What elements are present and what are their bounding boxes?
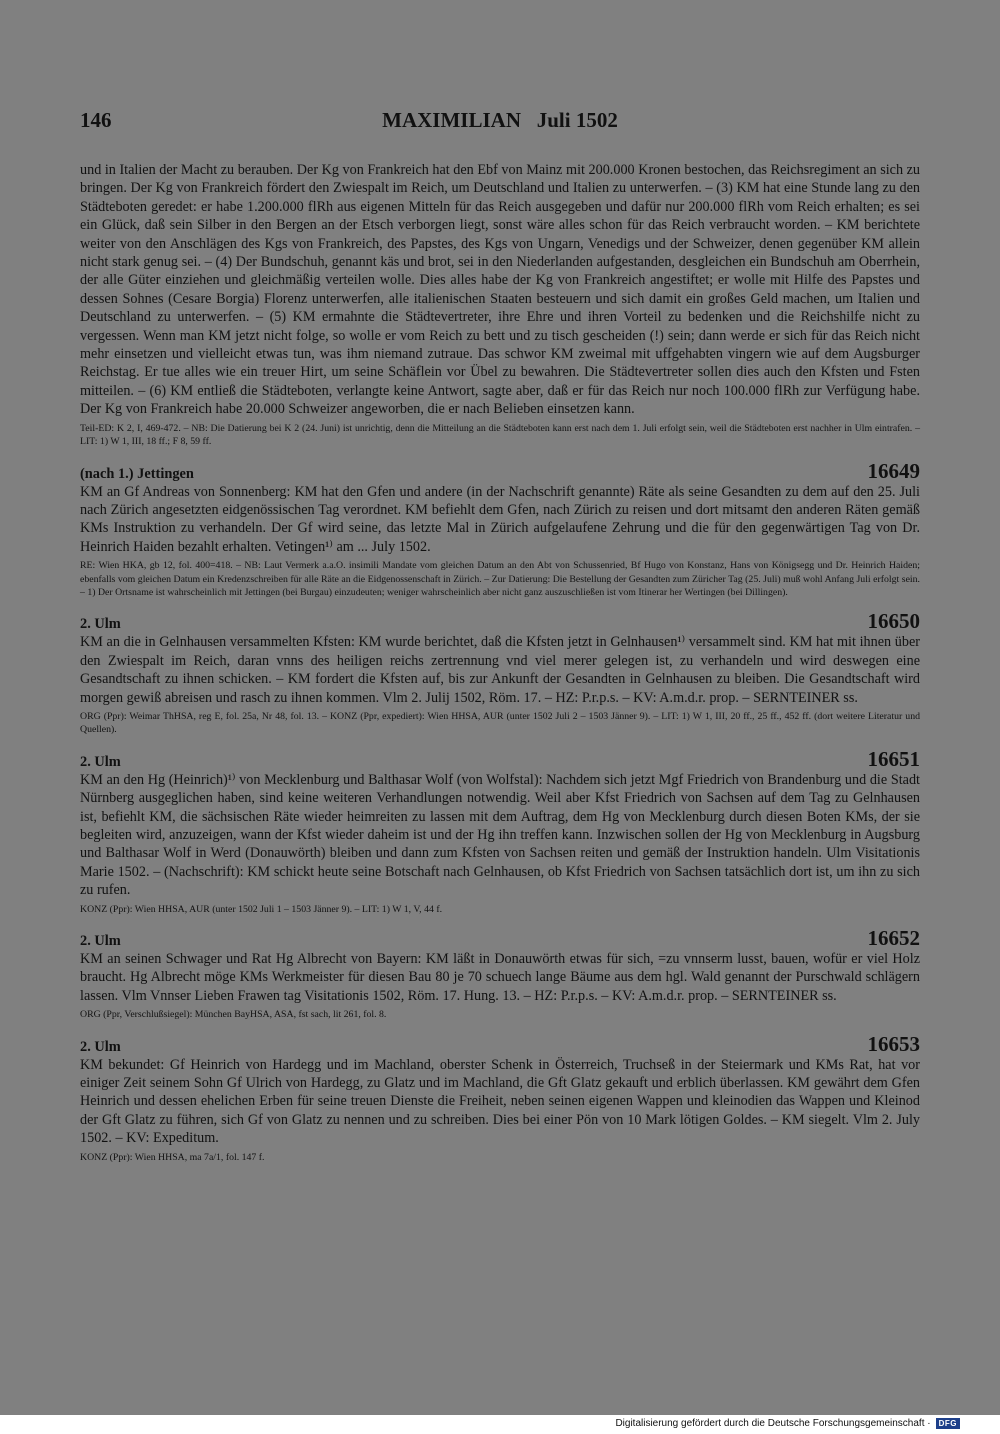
continued-entry-body: und in Italien der Macht zu berauben. Der Kg von Frankreich hat den Ebf von Mainz mit 200.000 Kronen bestochen, das Reichsregiment an sich zu bringen. Der Kg von Frankreich fördert den Zwiespalt im Reich, um Deutschland und Italien zu unterwerfen. – (3) KM hat eine Stunde lang zu den Städteboten geredet: er habe 1.200.000 flRh aus eigenen Mitteln für das Reich ausgegeben und dafür nur 200.000 flRh vom Reich erhalten; es sei ein Glück, daß sein Silber in den Bergen an der Etsch verborgen liegt, sonst wäre alles schon für das Reich verbraucht worden. – KM berichtete weiter von den Anschlägen des Kgs von Frankreich, des Papstes, des Kgs von Ungarn, Venedigs und der Schweizer, denen gegenüber KM allein nicht stark genug sei. – (4) Der Bundschuh, genannt käs und brot, sei in den Niederlanden aufgestanden, desgleichen ein Bundschuh am Oberrhein, der alle Güter einziehen und gleichmäßig verteilen wolle. Dies alles habe der Kg von Frankreich angestiftet; er wolle mit Hilfe des Papstes und dessen Sohnes (Cesare Borgia) Florenz unterwerfen, alle italienischen Staaten besteuern und sich damit ein großes Geld machen, um Italien und Deutschland zu unterwerfen. – (5) KM ermahnte die Städtevertreter, ihre Ehre und ihren Vorteil zu bedenken und die Reichshilfe nicht zu vergessen. Wenn man KM jetzt nicht folge, so wolle er vom Reich zu bett und zu tisch gescheiden (!) sein; dann werde er sich für das Reich nicht mehr einsetzen und vielleicht etwas tun, was ihm niemand zutraue. Das schwor KM zweimal mit uffgehabten vingern wie auf dem Augsburger Reichstag. Er tue alles wie ein treuer Hirt, um seine Schäflein vor Übel zu bewahren. Die Städtevertreter sollen dies auch den Kfsten und Fsten mitteilen. – (6) KM entließ die Städteboten, verlangte keine Antwort, sagte aber, daß er für das Reich nur noch 100.000 flRh zur Verfügung habe. Der Kg von Frankreich habe 20.000 Schweizer angeworben, die er nach Belieben einsetzen kann.: [80, 162, 920, 418]
funding-footer: [615, 1418, 960, 1429]
funding-note: Digitalisierung gefördert durch die Deutsche Forschungsgemeinschaft ·: [615, 1418, 931, 1429]
entry-date: 2. Ulm: [80, 933, 121, 950]
continued-entry-note: Teil-ED: K 2, I, 469-472. – NB: Die Datierung bei K 2 (24. Juni) ist unrichtig, denn die Mitteilung an die Städteboten kann erst nach dem 1. Juli erfolgt sein, weil die Städteboten erst nachher in Ulm eintrafen. – LIT: 1) W 1, III, 18 ff.; F 8, 59 ff.: [80, 422, 920, 448]
entry-note: KONZ (Ppr): Wien HHSA, ma 7a/1, fol. 147 f.: [80, 1151, 265, 1163]
entry-body: KM an Gf Andreas von Sonnenberg: KM hat den Gfen und andere (in der Nachschrift genannte) Räte als seine Gesandten zu dem auf den 25. Juli nach Zürich angesetzten eidgenössischen Tag verordnet. KM befiehlt dem Gfen, nach Zürich zu reisen und dort mitsamt den anderen Räten gemäß KMs Instruktion zu verhandeln. Der Gf wird seine, das letzte Mal in Zürich aufgelaufene Zehrung und die für den gegenwärtigen Tag von Dr. Heinrich Haiden bezahlt erhalten. Vetingen¹⁾ am ... July 1502.: [80, 483, 920, 555]
entry-body: KM an die in Gelnhausen versammelten Kfsten: KM wurde berichtet, daß die Kfsten jetzt in Gelnhausen¹⁾ versammelt sind. KM hat mit ihnen über den Zwiespalt im Reich, daran vnns des heiligen reichs zertrennung vnd viel merer gelegen ist, zu verhandeln und wird deswegen eine Gesandtschaft zu ihnen schicken. – KM fordert die Kfsten auf, bis zur Ankunft der Gesandten in Gelnhausen zu bleiben. Die Gesandtschaft wird morgen gewiß abreisen und rasch zu ihnen kommen. Vlm 2. Julij 1502, Röm. 17. – HZ: P.r.p.s. – KV: A.m.d.r. prop. – SERNTEINER ss.: [80, 634, 920, 706]
entry-head: [80, 610, 920, 633]
entry-head: [80, 1033, 920, 1056]
page-text: [80, 161, 920, 1164]
entry-16653: [80, 1033, 920, 1164]
entry-date: 2. Ulm: [80, 1038, 121, 1055]
entry-16652: [80, 927, 920, 1022]
entry-16651: [80, 748, 920, 916]
entry-16650: [80, 610, 920, 736]
entry-head: [80, 460, 920, 483]
running-title: MAXIMILIAN Juli 1502: [382, 108, 618, 132]
entry-note: ORG (Ppr): Weimar ThHSA, reg E, fol. 25a, Nr 48, fol. 13. – KONZ (Ppr, expediert): Wien HHSA, AUR (unter 1502 Juli 2 – 1503 Jänner 9). – LIT: 1) W 1, III, 20 ff., 25 ff., 452 ff. (dort weitere Literatur und Quellen).: [80, 710, 920, 736]
entry-body: KM an den Hg (Heinrich)¹⁾ von Mecklenburg und Balthasar Wolf (von Wolfstal): Nachdem sich jetzt Mgf Friedrich von Brandenburg und die Stadt Nürnberg ausgeglichen haben, sind keine weiteren Verhandlungen notwendig. Weil aber Kfst Friedrich von Sachsen auf dem Tag zu Gelnhausen ist, befiehlt KM, die sächsischen Räte wieder heimreiten zu lassen mit dem Auftrag, dem Hg von Mecklenburg durch diesen Boten KMs, der sie begleiten wird, anzuzeigen, wann der Kfst wieder daheim ist und der Hg ihn treffen kann. Inzwischen sollen der Hg von Mecklenburg in Augsburg und Balthasar Wolf in Werd (Donauwörth) bleiben und dann zum Kfsten von Sachsen reiten und gemäß der Instruktion handeln. Ulm Visitationis Marie 1502. – (Nachschrift): KM schickt heute seine Botschaft nach Gelnhausen, ob Kfst Friedrich von Sachsen tatsächlich dort ist, um ihn zu sich zu rufen.: [80, 771, 920, 899]
entry-number: 16653: [867, 1031, 920, 1056]
entry-note: KONZ (Ppr): Wien HHSA, AUR (unter 1502 Juli 1 – 1503 Jänner 9). – LIT: 1) W 1, V, 44 f.: [80, 903, 443, 915]
page-header: [80, 108, 920, 138]
entry-body: KM an seinen Schwager und Rat Hg Albrecht von Bayern: KM läßt in Donauwörth etwas für sich, =zu vnnserm lusst, bauen, wofür er viel Holz braucht. Hg Albrecht möge KMs Werkmeister für diesen Bau 80 je 70 schuech lange Bäume aus dem hgl. Wald genannt der Purschwald schlägern lassen. Vlm Vnnser Lieben Frawen tag Visitationis 1502, Röm. 17. Hung. 13. – HZ: P.r.p.s. – KV: A.m.d.r. prop. – SERNTEINER ss.: [80, 951, 920, 1004]
page-number: 146: [80, 108, 112, 132]
entry-date: 2. Ulm: [80, 753, 121, 770]
entry-number: 16650: [867, 609, 920, 634]
entry-note: RE: Wien HKA, gb 12, fol. 400=418. – NB: Laut Vermerk a.a.O. insimili Mandate vom gleichen Datum an den Abt von Schussenried, Bf Hugo von Konstanz, Hans von Königsegg und Dr. Heinrich Haiden; ebenfalls vom gleichen Datum ein Kredenzschreiben für alle Räte an die Eidgenossenschaft in Zürich. – Zur Datierung: Die Bestellung der Gesandten zum Züricher Tag (25. Juli) muß wohl Anfang Juli erfolgt sein. – 1) Der Ortsname ist wahrscheinlich mit Jettingen (bei Burgau) einzudeuten; weniger wahrscheinlich aber nicht ganz auszuschließen ist vom Itinerar her Wertingen (bei Dillingen).: [80, 560, 920, 598]
entry-16649: [80, 460, 920, 600]
entry-head: [80, 748, 920, 771]
entry-date: (nach 1.) Jettingen: [80, 465, 194, 482]
entry-number: 16649: [867, 458, 920, 483]
dfg-logo: DFG: [936, 1418, 960, 1429]
entry-number: 16652: [867, 926, 920, 951]
entry-note: ORG (Ppr, Verschlußsiegel): München BayHSA, ASA, fst sach, lit 261, fol. 8.: [80, 1009, 387, 1021]
entry-date: 2. Ulm: [80, 616, 121, 633]
entry-number: 16651: [867, 746, 920, 771]
entry-head: [80, 927, 920, 950]
entry-body: KM bekundet: Gf Heinrich von Hardegg und im Machland, oberster Schenk in Österreich, Truchseß in der Steiermark und KMs Rat, hat vor einiger Zeit seinem Sohn Gf Ulrich von Hardegg, zu Glatz und im Machland, die Gft Glatz gekauft und erblich überlassen. KM gewährt dem Gfen Heinrich und dessen ehelichen Erben für seine treuen Dienste die Freiheit, neben seinen eigenen Wappen und kleinodien das Wappen und Kleinod der Gft Glatz zu führen, sich Gf von Glatz zu nennen und zu schreiben. Dies bei einer Pön von 10 Mark lötigen Goldes. – KM siegelt. Vlm 2. July 1502. – KV: Expeditum.: [80, 1056, 920, 1147]
